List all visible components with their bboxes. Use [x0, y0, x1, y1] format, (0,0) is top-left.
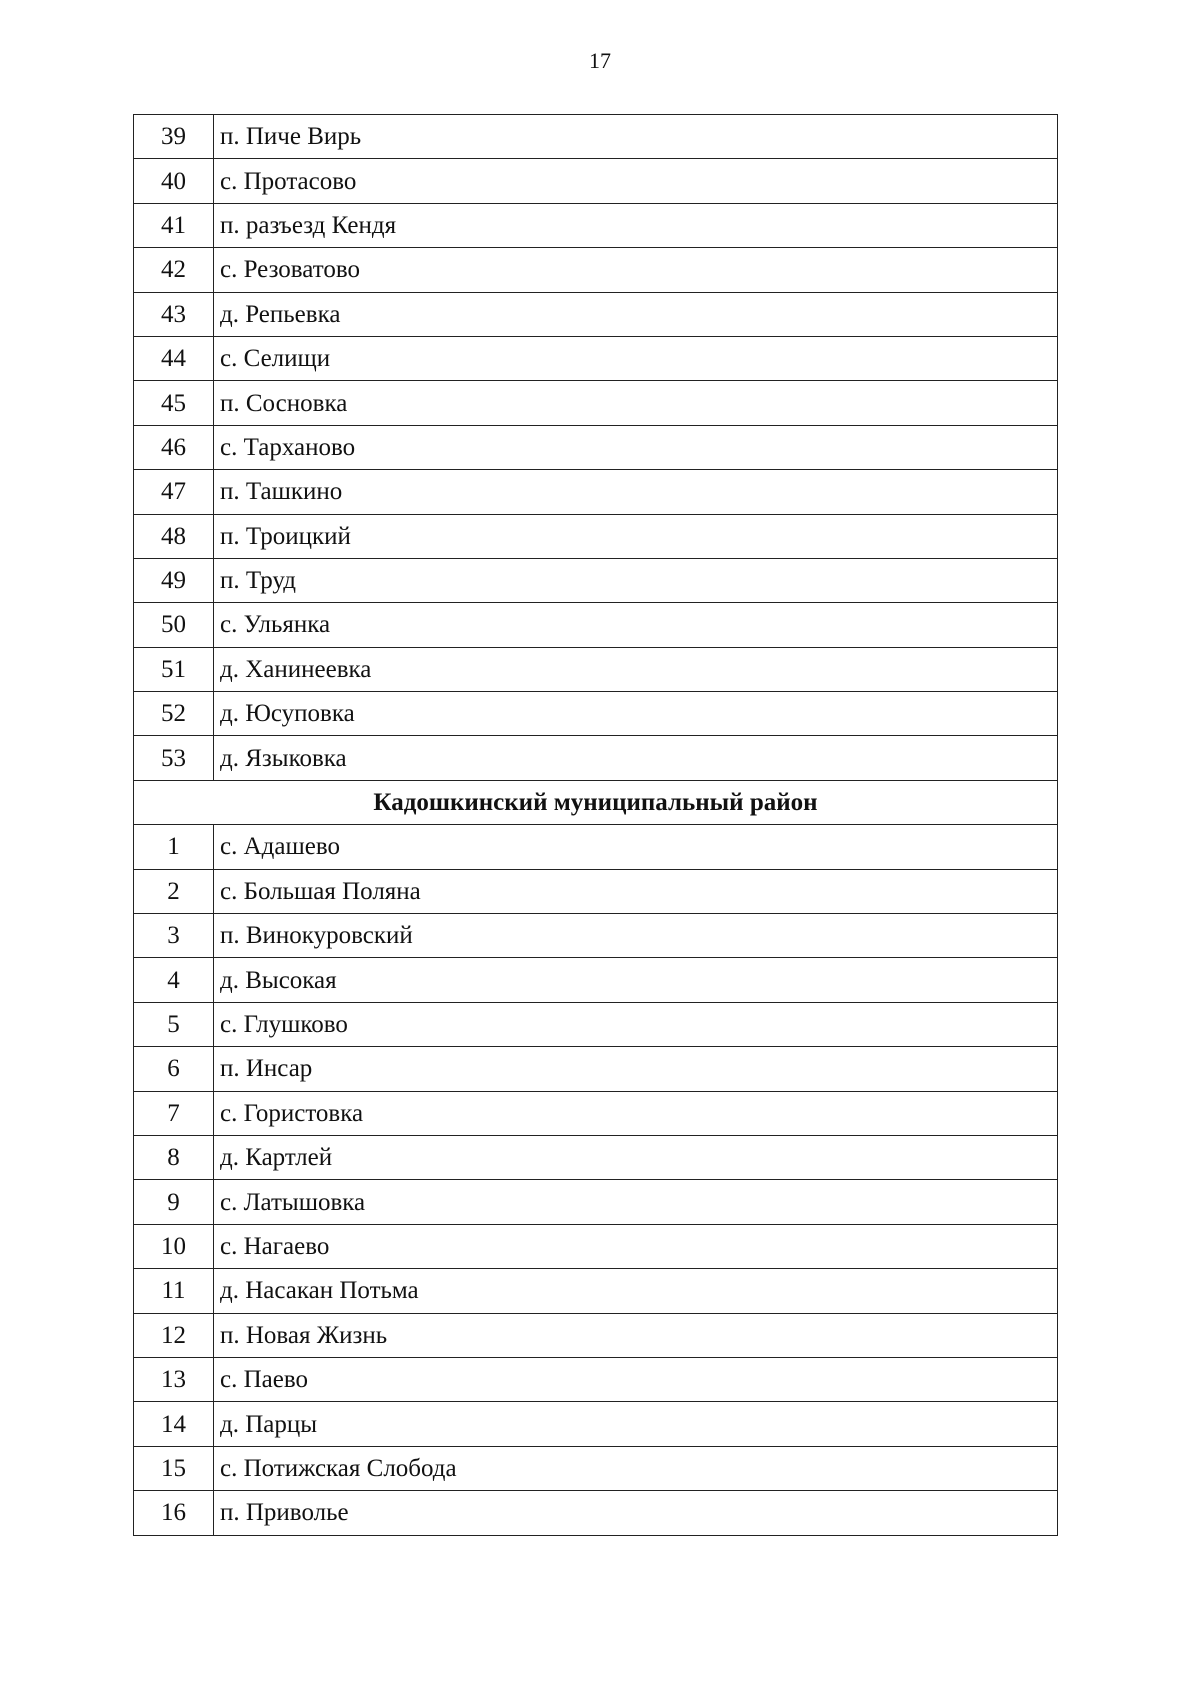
table-row: [134, 1224, 1058, 1268]
settlement-name-cell: с. Тарханово: [214, 425, 1058, 469]
table-row: [134, 1357, 1058, 1401]
settlement-name-cell: п. Приволье: [214, 1491, 1058, 1535]
settlement-name-cell: п. Ташкино: [214, 470, 1058, 514]
row-number-cell: 6: [134, 1047, 214, 1091]
table-row: [134, 1180, 1058, 1224]
row-number-cell: 16: [134, 1491, 214, 1535]
table-row: [134, 1002, 1058, 1046]
row-number-cell: 7: [134, 1091, 214, 1135]
table-row: [134, 1491, 1058, 1535]
row-number-cell: 4: [134, 958, 214, 1002]
row-number-cell: 47: [134, 470, 214, 514]
table-row: [134, 381, 1058, 425]
row-number-cell: 45: [134, 381, 214, 425]
row-number-cell: 8: [134, 1135, 214, 1179]
table-row: [134, 1313, 1058, 1357]
settlement-name-cell: с. Селищи: [214, 336, 1058, 380]
row-number-cell: 5: [134, 1002, 214, 1046]
settlement-name-cell: с. Потижская Слобода: [214, 1446, 1058, 1490]
table-row: [134, 869, 1058, 913]
table-row: [134, 914, 1058, 958]
table-row: [134, 1402, 1058, 1446]
row-number-cell: 51: [134, 647, 214, 691]
row-number-cell: 10: [134, 1224, 214, 1268]
section-header-row: [134, 780, 1058, 824]
settlements-table: [133, 114, 1058, 1536]
table-row: [134, 825, 1058, 869]
row-number-cell: 41: [134, 203, 214, 247]
settlement-name-cell: с. Протасово: [214, 159, 1058, 203]
settlement-name-cell: п. Сосновка: [214, 381, 1058, 425]
page-number: 17: [589, 48, 611, 73]
settlement-name-cell: с. Глушково: [214, 1002, 1058, 1046]
row-number-cell: 52: [134, 692, 214, 736]
settlement-name-cell: д. Репьевка: [214, 292, 1058, 336]
row-number-cell: 11: [134, 1269, 214, 1313]
settlement-name-cell: с. Адашево: [214, 825, 1058, 869]
table-row: [134, 159, 1058, 203]
settlement-name-cell: с. Латышовка: [214, 1180, 1058, 1224]
row-number-cell: 2: [134, 869, 214, 913]
table-row: [134, 1091, 1058, 1135]
section-title: Кадошкинский муниципальный район: [134, 780, 1058, 824]
table-row: [134, 958, 1058, 1002]
settlement-name-cell: д. Языковка: [214, 736, 1058, 780]
table-row: [134, 1269, 1058, 1313]
settlement-name-cell: п. разъезд Кендя: [214, 203, 1058, 247]
table-row: [134, 1047, 1058, 1091]
settlement-name-cell: с. Гористовка: [214, 1091, 1058, 1135]
row-number-cell: 3: [134, 914, 214, 958]
table-row: [134, 1446, 1058, 1490]
row-number-cell: 39: [134, 115, 214, 159]
settlement-name-cell: с. Паево: [214, 1357, 1058, 1401]
table-row: [134, 647, 1058, 691]
row-number-cell: 12: [134, 1313, 214, 1357]
row-number-cell: 14: [134, 1402, 214, 1446]
row-number-cell: 48: [134, 514, 214, 558]
table-row: [134, 292, 1058, 336]
settlement-name-cell: с. Ульянка: [214, 603, 1058, 647]
settlement-name-cell: п. Винокуровский: [214, 914, 1058, 958]
row-number-cell: 1: [134, 825, 214, 869]
table-row: [134, 425, 1058, 469]
table-row: [134, 514, 1058, 558]
row-number-cell: 40: [134, 159, 214, 203]
table-row: [134, 603, 1058, 647]
settlement-name-cell: д. Картлей: [214, 1135, 1058, 1179]
settlement-name-cell: п. Новая Жизнь: [214, 1313, 1058, 1357]
table-row: [134, 692, 1058, 736]
row-number-cell: 43: [134, 292, 214, 336]
settlement-name-cell: д. Насакан Потьма: [214, 1269, 1058, 1313]
settlement-name-cell: п. Троицкий: [214, 514, 1058, 558]
settlement-name-cell: д. Юсуповка: [214, 692, 1058, 736]
settlement-name-cell: д. Высокая: [214, 958, 1058, 1002]
table-row: [134, 115, 1058, 159]
table-row: [134, 336, 1058, 380]
row-number-cell: 49: [134, 558, 214, 602]
row-number-cell: 50: [134, 603, 214, 647]
table-row: [134, 1135, 1058, 1179]
settlement-name-cell: п. Инсар: [214, 1047, 1058, 1091]
table-row: [134, 736, 1058, 780]
settlement-name-cell: д. Ханинеевка: [214, 647, 1058, 691]
table-row: [134, 248, 1058, 292]
row-number-cell: 13: [134, 1357, 214, 1401]
row-number-cell: 42: [134, 248, 214, 292]
row-number-cell: 46: [134, 425, 214, 469]
row-number-cell: 9: [134, 1180, 214, 1224]
row-number-cell: 44: [134, 336, 214, 380]
settlement-name-cell: п. Труд: [214, 558, 1058, 602]
settlements-table-body: [134, 115, 1058, 1536]
row-number-cell: 15: [134, 1446, 214, 1490]
settlement-name-cell: с. Большая Поляна: [214, 869, 1058, 913]
row-number-cell: 53: [134, 736, 214, 780]
settlement-name-cell: п. Пиче Вирь: [214, 115, 1058, 159]
settlement-name-cell: с. Нагаево: [214, 1224, 1058, 1268]
settlement-name-cell: с. Резоватово: [214, 248, 1058, 292]
settlement-name-cell: д. Парцы: [214, 1402, 1058, 1446]
table-row: [134, 470, 1058, 514]
table-row: [134, 558, 1058, 602]
table-row: [134, 203, 1058, 247]
